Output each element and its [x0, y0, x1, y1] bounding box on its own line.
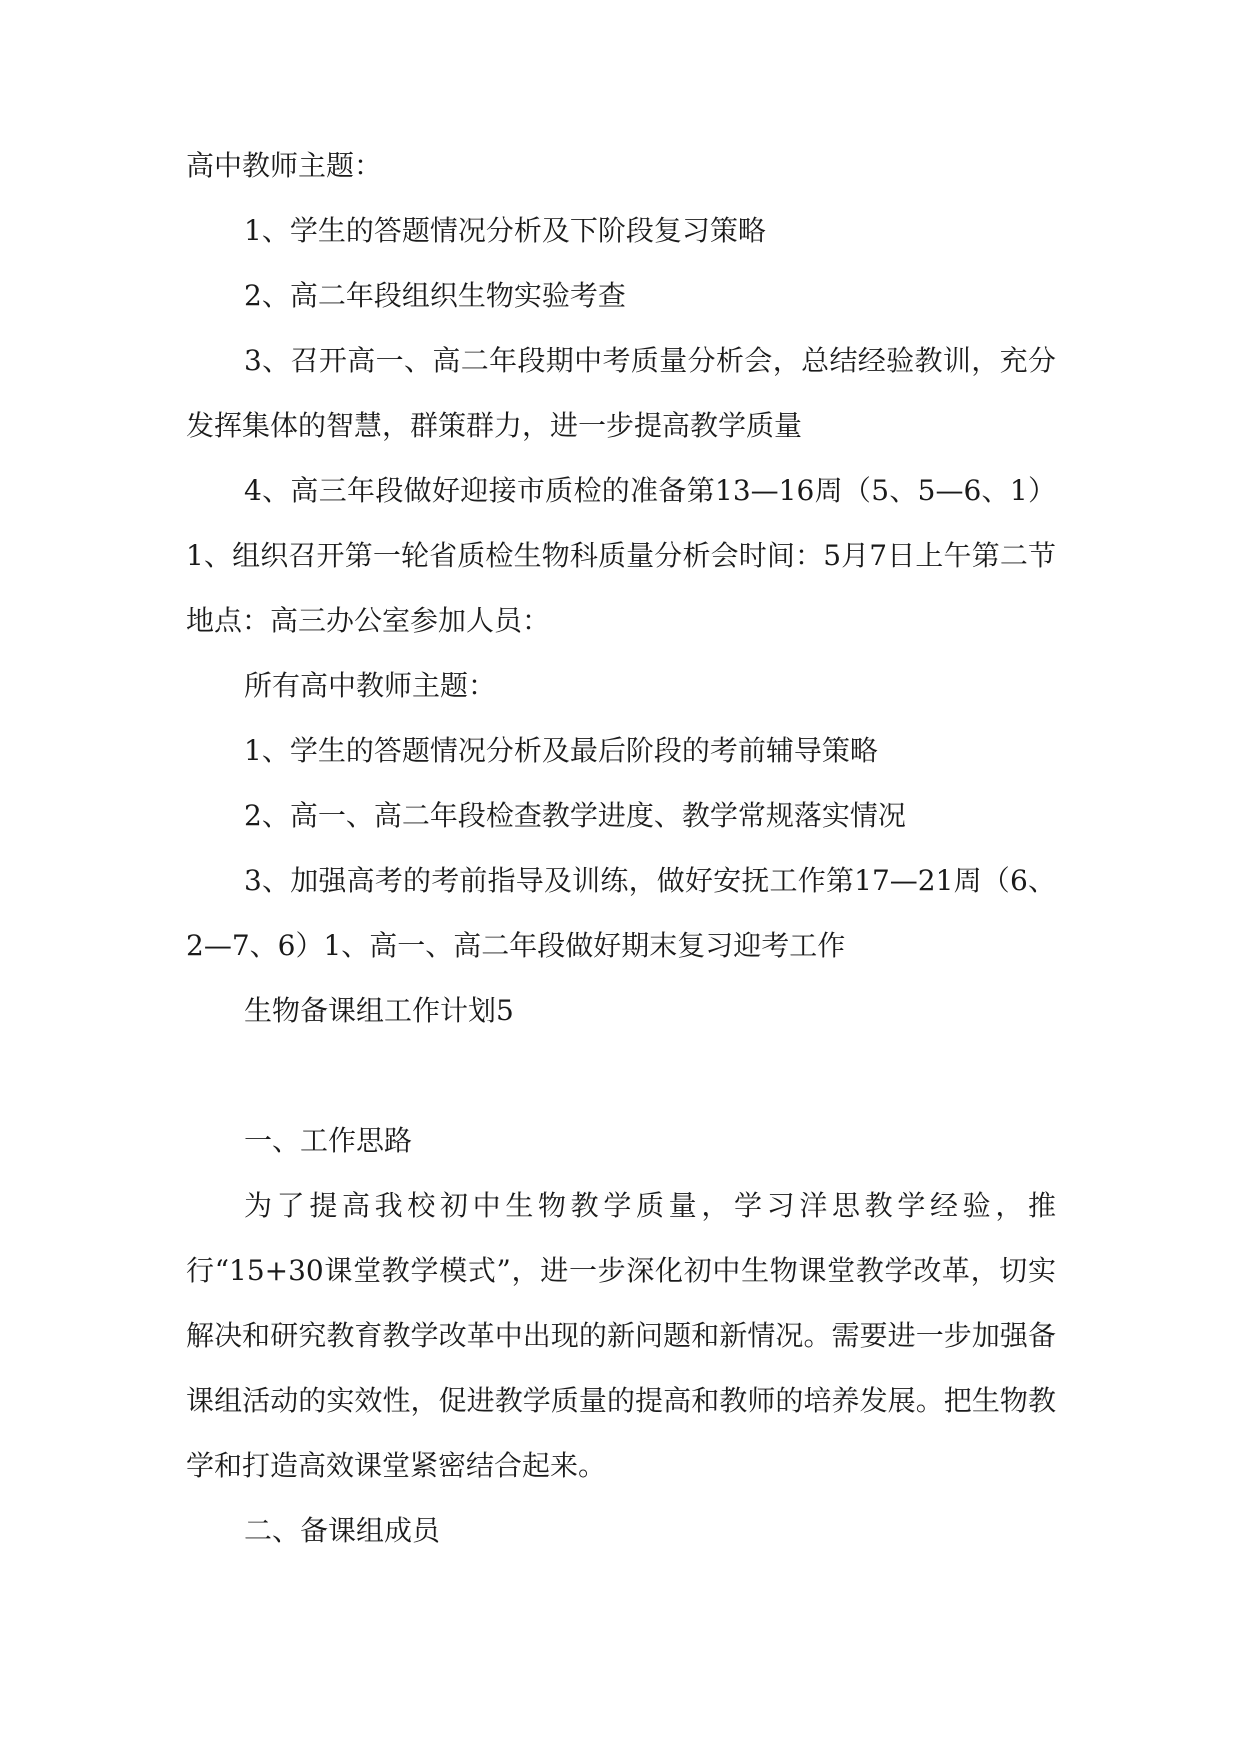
paragraph-item: 1、学生的答题情况分析及最后阶段的考前辅导策略	[244, 734, 878, 767]
section-heading-members: 二、备课组成员	[244, 1514, 441, 1547]
paragraph-item: 4、高三年段做好迎接市质检的准备第13—16周（5、5—6、1）1、组织召开第一轮省质检生物科质量分析会时间：5月7日上午第二节地点：高三办公室参加人员：	[186, 474, 1056, 637]
paragraph-body: 为了提高我校初中生物教学质量，学习洋思教学经验，推行“15+30课堂教学模式”，进一步深化初中生物课堂教学改革，切实解决和研究教育教学改革中出现的新问题和新情况。需要进一步加强备课组活动的实效性，促进教学质量的提高和教师的培养发展。把生物教学和打造高效课堂紧密结合起来。	[186, 1189, 1056, 1482]
blank-line	[186, 1043, 1056, 1108]
section-heading-work-ideas: 一、工作思路	[244, 1124, 413, 1157]
paragraph-heading-all-teachers-topic: 所有高中教师主题：	[244, 669, 497, 702]
paragraph-item: 2、高一、高二年段检查教学进度、教学常规落实情况	[244, 799, 906, 832]
paragraph-heading-teachers-topic: 高中教师主题：	[186, 149, 383, 182]
paragraph-item: 3、召开高一、高二年段期中考质量分析会，总结经验教训，充分发挥集体的智慧，群策群力，进一步提高教学质量	[186, 344, 1056, 442]
section-title: 生物备课组工作计划5	[244, 994, 514, 1027]
paragraph-item: 2、高二年段组织生物实验考查	[244, 279, 626, 312]
paragraph-item: 1、学生的答题情况分析及下阶段复习策略	[244, 214, 766, 247]
document-body	[186, 133, 1056, 1563]
paragraph-item: 3、加强高考的考前指导及训练，做好安抚工作第17—21周（6、2—7、6）1、高一、高二年段做好期末复习迎考工作	[186, 864, 1056, 962]
